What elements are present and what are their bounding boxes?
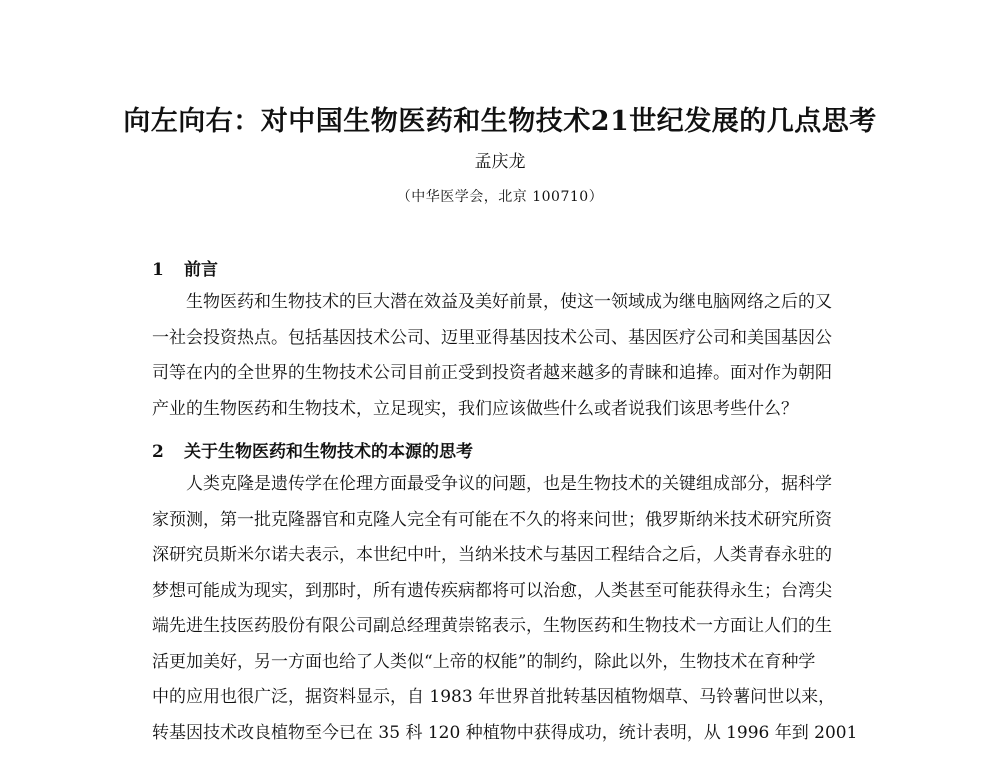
section-heading-2 bbox=[152, 437, 872, 467]
paragraph-line: 端先进生技医药股份有限公司副总经理黄崇铭表示，生物医药和生物技术一方面让人们的生 bbox=[152, 616, 832, 636]
section-heading-1 bbox=[152, 255, 872, 285]
author-name: 孟庆龙 bbox=[474, 152, 526, 172]
paragraph-line: 产业的生物医药和生物技术，立足现实，我们应该做些什么或者说我们该思考些什么？ bbox=[152, 398, 798, 419]
section-1-paragraph bbox=[152, 285, 857, 427]
section-number: 2 bbox=[152, 442, 164, 462]
paragraph-line: 家预测，第一批克隆器官和克隆人完全有可能在不久的将来问世；俄罗斯纳米技术研究所资 bbox=[152, 509, 832, 530]
paragraph-line: 人类克隆是遗传学在伦理方面最受争议的问题，也是生物技术的关键组成部分，据科学 bbox=[186, 474, 832, 494]
paragraph-line: 中的应用也很广泛，据资料显示，自 1983 年世界首批转基因植物烟草、马铃薯问世以来， bbox=[152, 687, 836, 707]
paragraph-line: 转基因技术改良植物至今已在 35 科 120 种植物中获得成功，统计表明，从 1996 年到 2001 bbox=[152, 722, 857, 743]
paragraph-line: 深研究员斯米尔诺夫表示，本世纪中叶，当纳米技术与基因工程结合之后，人类青春永驻的 bbox=[152, 545, 832, 565]
section-title: 关于生物医药和生物技术的本源的思考 bbox=[184, 442, 473, 462]
paragraph-line: 一社会投资热点。包括基因技术公司、迈里亚得基因技术公司、基因医疗公司和美国基因公 bbox=[152, 327, 832, 348]
section-number: 1 bbox=[152, 260, 164, 280]
paragraph-line: 司等在内的全世界的生物技术公司目前正受到投资者越来越多的青睐和追捧。面对作为朝阳 bbox=[152, 363, 832, 383]
author-affiliation: （中华医学会，北京 100710） bbox=[396, 189, 604, 205]
section-2-paragraph bbox=[152, 467, 857, 751]
section-title: 前言 bbox=[184, 260, 218, 280]
paragraph-line: 生物医药和生物技术的巨大潜在效益及美好前景，使这一领域成为继电脑网络之后的又 bbox=[186, 292, 832, 312]
paragraph-line: 梦想可能成为现实，到那时，所有遗传疾病都将可以治愈，人类甚至可能获得永生；台湾尖 bbox=[152, 580, 832, 601]
paper-title: 向左向右：对中国生物医药和生物技术21世纪发展的几点思考 bbox=[123, 106, 877, 137]
paragraph-line: 活更加美好，另一方面也给了人类似“上帝的权能”的制约，除此以外，生物技术在育种学 bbox=[152, 651, 816, 672]
